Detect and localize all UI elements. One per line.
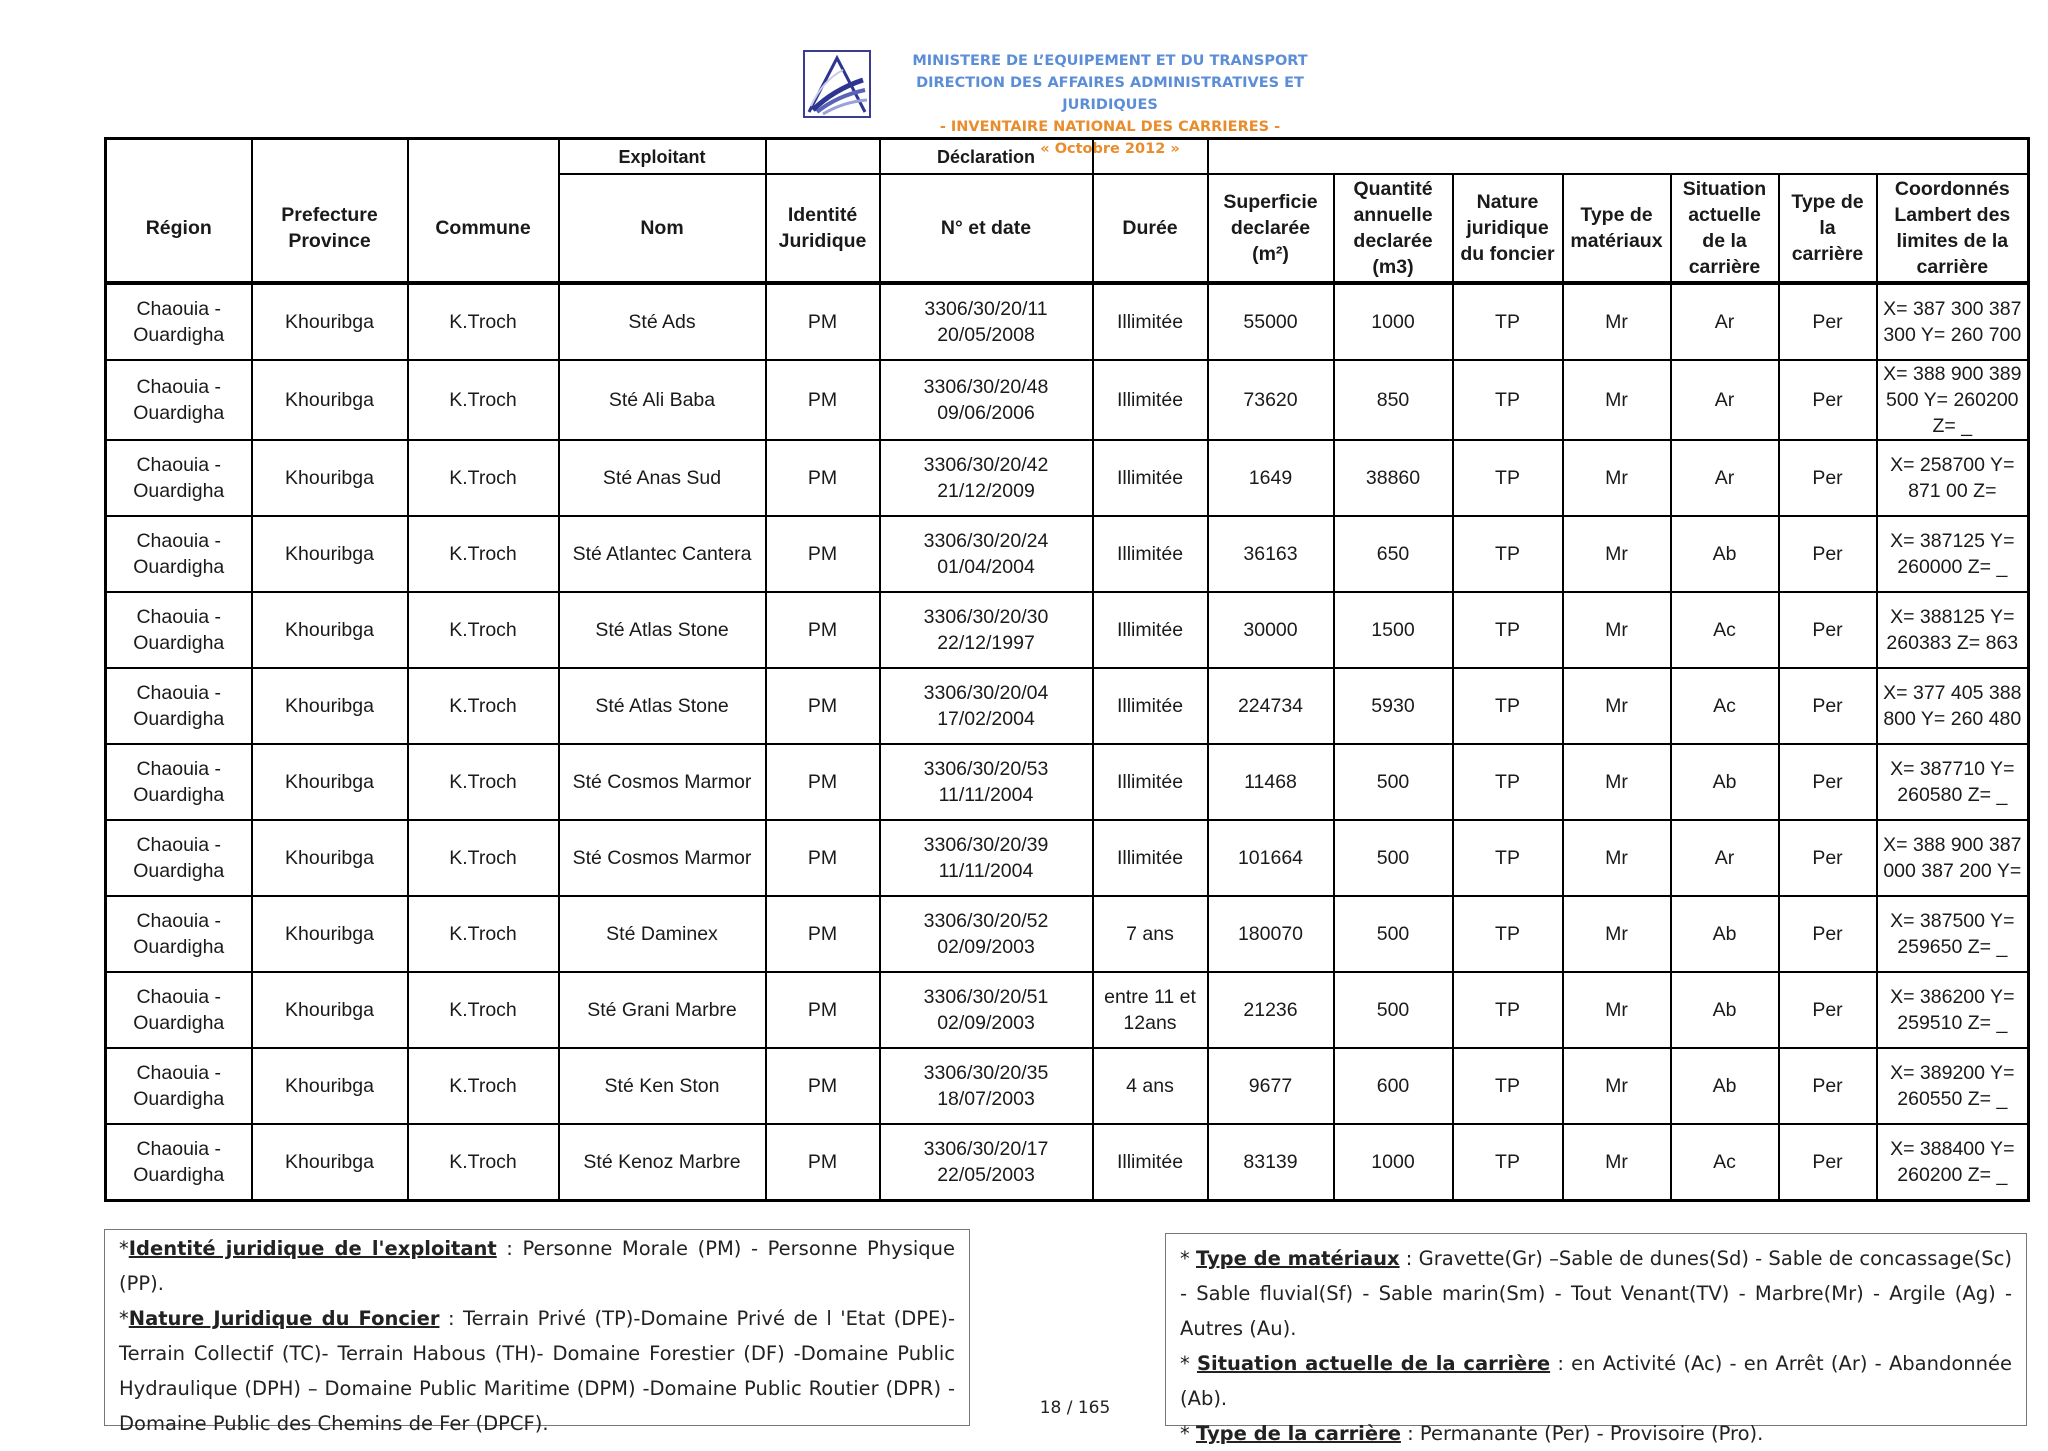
cell-prefecture: Khouribga [252, 744, 408, 820]
cell-region: Chaouia - Ouardigha [106, 1124, 252, 1201]
legend-right [1165, 1233, 2027, 1445]
declaration-number: 3306/30/20/51 [923, 986, 1049, 1008]
cell-prefecture: Khouribga [252, 896, 408, 972]
header-direction: DIRECTION DES AFFAIRES ADMINISTRATIVES ET JURIDIQUES [916, 75, 1304, 113]
legend-materiaux-text: Gravette(Gr) –Sable de dunes(Sd) - Sable de concassage(Sc) - Sable fluvial(Sf) - Sable marin(Sm) - Tout Venant(TV) - Marbre(Mr) - Argile (Ag) - Autres (Au). [1180, 1247, 2013, 1340]
table-row [106, 820, 2029, 896]
cell-nom: Sté Grani Marbre [559, 972, 766, 1048]
col-nature: Nature juridique du foncier [1453, 174, 1563, 283]
legend-situation-text: en Activité (Ac) - en Arrêt (Ar) - Abandonnée (Ab). [1180, 1352, 2012, 1410]
cell-coordonnees: X= 388 900 387 000 387 200 Y= [1877, 820, 2029, 896]
declaration-number: 3306/30/20/39 [923, 834, 1049, 856]
legend-materiaux-title: Type de matériaux [1195, 1247, 1400, 1270]
cell-nom: Sté Ken Ston [559, 1048, 766, 1124]
cell-commune: K.Troch [408, 896, 559, 972]
cell-situation: Ab [1671, 896, 1779, 972]
cell-coordonnees: X= 387500 Y= 259650 Z= _ [1877, 896, 2029, 972]
cell-commune: K.Troch [408, 972, 559, 1048]
cell-duree: 7 ans [1093, 896, 1208, 972]
cell-numero-date [880, 360, 1093, 440]
cell-duree: Illimitée [1093, 283, 1208, 360]
declaration-date: 11/11/2004 [938, 784, 1034, 806]
declaration-number: 3306/30/20/42 [923, 454, 1049, 476]
cell-quantite: 850 [1334, 360, 1453, 440]
cell-prefecture: Khouribga [252, 516, 408, 592]
cell-type-materiaux: Mr [1563, 592, 1671, 668]
declaration-number: 3306/30/20/04 [923, 682, 1049, 704]
cell-commune: K.Troch [408, 360, 559, 440]
declaration-date: 22/12/1997 [937, 632, 1035, 654]
cell-numero-date [880, 972, 1093, 1048]
cell-nom: Sté Anas Sud [559, 440, 766, 516]
cell-numero-date [880, 1124, 1093, 1201]
cell-type-carriere: Per [1779, 1124, 1877, 1201]
cell-superficie: 30000 [1208, 592, 1334, 668]
cell-situation: Ac [1671, 668, 1779, 744]
cell-nom: Sté Kenoz Marbre [559, 1124, 766, 1201]
cell-superficie: 11468 [1208, 744, 1334, 820]
cell-region: Chaouia - Ouardigha [106, 972, 252, 1048]
cell-nature: TP [1453, 1048, 1563, 1124]
cell-type-materiaux: Mr [1563, 516, 1671, 592]
page-number: 18 / 165 [1039, 1398, 1111, 1418]
cell-superficie: 73620 [1208, 360, 1334, 440]
cell-commune: K.Troch [408, 440, 559, 516]
cell-commune: K.Troch [408, 516, 559, 592]
cell-duree: Illimitée [1093, 1124, 1208, 1201]
col-coordonnees: Coordonnés Lambert des limites de la carrière [1877, 174, 2029, 283]
cell-nom: Sté Atlas Stone [559, 668, 766, 744]
legend-type-text: Permanante (Per) - Provisoire (Pro). [1419, 1422, 1764, 1445]
cell-numero-date [880, 516, 1093, 592]
cell-superficie: 9677 [1208, 1048, 1334, 1124]
legend-nature: *Nature Juridique du Foncier : Terrain Privé (TP)-Domaine Privé de l 'Etat (DPE)- Terrain Collectif (TC)- Terrain Habous (TH)- Domaine Forestier (DF) -Domaine Public Hydraulique (DPH) – Domaine Public Maritime (DPM) -Domaine Public Routier (DPR) - Domaine Public des Chemins de Fer (DPCF). [119, 1307, 956, 1435]
cell-superficie: 1649 [1208, 440, 1334, 516]
cell-type-carriere: Per [1779, 668, 1877, 744]
declaration-number: 3306/30/20/52 [923, 910, 1049, 932]
cell-identite: PM [766, 820, 880, 896]
cell-duree: Illimitée [1093, 820, 1208, 896]
cell-coordonnees: X= 386200 Y= 259510 Z= _ [1877, 972, 2029, 1048]
legend-identite: *Identité juridique de l'exploitant : Personne Morale (PM) - Personne Physique (PP). [119, 1237, 956, 1295]
cell-quantite: 1000 [1334, 283, 1453, 360]
declaration-date: 17/02/2004 [937, 708, 1035, 730]
declaration-number: 3306/30/20/53 [923, 758, 1049, 780]
cell-situation: Ar [1671, 360, 1779, 440]
col-numero-date: N° et date [880, 174, 1093, 283]
cell-region: Chaouia - Ouardigha [106, 896, 252, 972]
cell-commune: K.Troch [408, 668, 559, 744]
cell-commune: K.Troch [408, 283, 559, 360]
cell-type-carriere: Per [1779, 744, 1877, 820]
legend-situation-title: Situation actuelle de la carrière [1196, 1352, 1551, 1375]
quarries-table [104, 137, 2030, 1202]
cell-type-carriere: Per [1779, 283, 1877, 360]
cell-quantite: 600 [1334, 1048, 1453, 1124]
cell-numero-date [880, 744, 1093, 820]
table-row [106, 360, 2029, 440]
table-row [106, 440, 2029, 516]
cell-nom: Sté Atlas Stone [559, 592, 766, 668]
table-body [106, 283, 2029, 1201]
col-quantite: Quantité annuelle declarée (m3) [1334, 174, 1453, 283]
cell-duree: entre 11 et 12ans [1093, 972, 1208, 1048]
cell-nature: TP [1453, 283, 1563, 360]
cell-commune: K.Troch [408, 1124, 559, 1201]
cell-identite: PM [766, 516, 880, 592]
cell-region: Chaouia - Ouardigha [106, 820, 252, 896]
cell-situation: Ac [1671, 592, 1779, 668]
cell-numero-date [880, 1048, 1093, 1124]
cell-prefecture: Khouribga [252, 668, 408, 744]
cell-type-materiaux: Mr [1563, 744, 1671, 820]
cell-identite: PM [766, 896, 880, 972]
cell-prefecture: Khouribga [252, 283, 408, 360]
legend-nature-title: Nature Juridique du Foncier [128, 1307, 440, 1330]
cell-identite: PM [766, 668, 880, 744]
cell-identite: PM [766, 360, 880, 440]
cell-type-materiaux: Mr [1563, 1048, 1671, 1124]
table-header-row [106, 174, 2029, 283]
cell-numero-date [880, 440, 1093, 516]
cell-numero-date [880, 896, 1093, 972]
legend-situation: * Situation actuelle de la carrière : en Activité (Ac) - en Arrêt (Ar) - Abandonnée (Ab). [1180, 1352, 2012, 1410]
cell-quantite: 1500 [1334, 592, 1453, 668]
declaration-date: 22/05/2003 [937, 1164, 1035, 1186]
cell-duree: Illimitée [1093, 668, 1208, 744]
declaration-number: 3306/30/20/17 [923, 1138, 1049, 1160]
declaration-date: 11/11/2004 [938, 860, 1034, 882]
declaration-date: 02/09/2003 [937, 1012, 1035, 1034]
cell-region: Chaouia - Ouardigha [106, 592, 252, 668]
cell-duree: Illimitée [1093, 360, 1208, 440]
cell-superficie: 180070 [1208, 896, 1334, 972]
declaration-number: 3306/30/20/11 [924, 298, 1048, 320]
cell-region: Chaouia - Ouardigha [106, 283, 252, 360]
cell-situation: Ar [1671, 440, 1779, 516]
cell-quantite: 500 [1334, 972, 1453, 1048]
col-identite: Identité Juridique [766, 174, 880, 283]
cell-situation: Ar [1671, 820, 1779, 896]
cell-quantite: 500 [1334, 744, 1453, 820]
cell-nature: TP [1453, 592, 1563, 668]
legend-identite-text: Personne Morale (PM) - Personne Physique (PP). [119, 1237, 956, 1295]
cell-prefecture: Khouribga [252, 820, 408, 896]
cell-numero-date [880, 592, 1093, 668]
cell-commune: K.Troch [408, 820, 559, 896]
cell-type-materiaux: Mr [1563, 820, 1671, 896]
col-prefecture: Prefecture Province [252, 174, 408, 283]
col-situation: Situation actuelle de la carrière [1671, 174, 1779, 283]
cell-type-materiaux: Mr [1563, 896, 1671, 972]
cell-quantite: 38860 [1334, 440, 1453, 516]
declaration-number: 3306/30/20/48 [923, 376, 1049, 398]
cell-region: Chaouia - Ouardigha [106, 516, 252, 592]
header-declaration: Déclaration [880, 139, 1093, 175]
cell-nature: TP [1453, 668, 1563, 744]
table-row [106, 283, 2029, 360]
cell-numero-date [880, 820, 1093, 896]
cell-type-materiaux: Mr [1563, 283, 1671, 360]
cell-duree: 4 ans [1093, 1048, 1208, 1124]
cell-prefecture: Khouribga [252, 592, 408, 668]
declaration-number: 3306/30/20/35 [923, 1062, 1049, 1084]
cell-type-carriere: Per [1779, 820, 1877, 896]
cell-coordonnees: X= 388400 Y= 260200 Z= _ [1877, 1124, 2029, 1201]
declaration-date: 21/12/2009 [937, 480, 1035, 502]
cell-nom: Sté Cosmos Marmor [559, 820, 766, 896]
cell-identite: PM [766, 1048, 880, 1124]
cell-type-carriere: Per [1779, 896, 1877, 972]
cell-nature: TP [1453, 440, 1563, 516]
cell-situation: Ab [1671, 516, 1779, 592]
cell-commune: K.Troch [408, 1048, 559, 1124]
col-commune: Commune [408, 174, 559, 283]
cell-type-materiaux: Mr [1563, 1124, 1671, 1201]
cell-nom: Sté Ads [559, 283, 766, 360]
cell-quantite: 650 [1334, 516, 1453, 592]
ministry-logo-icon [803, 50, 871, 118]
cell-quantite: 1000 [1334, 1124, 1453, 1201]
cell-situation: Ac [1671, 1124, 1779, 1201]
cell-identite: PM [766, 1124, 880, 1201]
cell-superficie: 21236 [1208, 972, 1334, 1048]
cell-coordonnees: X= 388125 Y= 260383 Z= 863 [1877, 592, 2029, 668]
cell-superficie: 224734 [1208, 668, 1334, 744]
cell-identite: PM [766, 440, 880, 516]
cell-identite: PM [766, 744, 880, 820]
cell-duree: Illimitée [1093, 592, 1208, 668]
legend-materiaux: * Type de matériaux : Gravette(Gr) –Sable de dunes(Sd) - Sable de concassage(Sc) - Sable fluvial(Sf) - Sable marin(Sm) - Tout Venant(TV) - Marbre(Mr) - Argile (Ag) - Autres (Au). [1180, 1247, 2013, 1340]
cell-nom: Sté Ali Baba [559, 360, 766, 440]
cell-nom: Sté Daminex [559, 896, 766, 972]
table-row [106, 972, 2029, 1048]
cell-type-carriere: Per [1779, 440, 1877, 516]
cell-nature: TP [1453, 744, 1563, 820]
declaration-date: 20/05/2008 [937, 324, 1035, 346]
cell-nature: TP [1453, 516, 1563, 592]
cell-type-carriere: Per [1779, 360, 1877, 440]
cell-region: Chaouia - Ouardigha [106, 360, 252, 440]
cell-region: Chaouia - Ouardigha [106, 1048, 252, 1124]
cell-coordonnees: X= 387 300 387 300 Y= 260 700 [1877, 283, 2029, 360]
cell-duree: Illimitée [1093, 744, 1208, 820]
cell-nature: TP [1453, 820, 1563, 896]
cell-identite: PM [766, 283, 880, 360]
cell-type-carriere: Per [1779, 972, 1877, 1048]
declaration-number: 3306/30/20/24 [923, 530, 1049, 552]
cell-superficie: 83139 [1208, 1124, 1334, 1201]
legend-type-title: Type de la carrière [1195, 1422, 1401, 1445]
col-region: Région [106, 174, 252, 283]
cell-coordonnees: X= 258700 Y= 871 00 Z= [1877, 440, 2029, 516]
cell-numero-date [880, 668, 1093, 744]
col-type-carriere: Type de la carrière [1779, 174, 1877, 283]
cell-situation: Ab [1671, 1048, 1779, 1124]
cell-nature: TP [1453, 360, 1563, 440]
header-inventory: - INVENTAIRE NATIONAL DES CARRIERES - [939, 119, 1281, 135]
cell-situation: Ab [1671, 744, 1779, 820]
cell-prefecture: Khouribga [252, 360, 408, 440]
table-row [106, 1048, 2029, 1124]
cell-superficie: 36163 [1208, 516, 1334, 592]
cell-region: Chaouia - Ouardigha [106, 440, 252, 516]
cell-quantite: 5930 [1334, 668, 1453, 744]
cell-type-carriere: Per [1779, 1048, 1877, 1124]
cell-nature: TP [1453, 1124, 1563, 1201]
cell-superficie: 55000 [1208, 283, 1334, 360]
cell-type-materiaux: Mr [1563, 668, 1671, 744]
header-exploitant: Exploitant [559, 139, 766, 175]
cell-nature: TP [1453, 896, 1563, 972]
cell-coordonnees: X= 387710 Y= 260580 Z= _ [1877, 744, 2029, 820]
cell-situation: Ar [1671, 283, 1779, 360]
header-ministry: MINISTERE DE L’EQUIPEMENT ET DU TRANSPORT [912, 53, 1308, 69]
cell-identite: PM [766, 972, 880, 1048]
cell-nom: Sté Cosmos Marmor [559, 744, 766, 820]
col-type-materiaux: Type de matériaux [1563, 174, 1671, 283]
cell-region: Chaouia - Ouardigha [106, 744, 252, 820]
cell-type-materiaux: Mr [1563, 972, 1671, 1048]
cell-type-materiaux: Mr [1563, 440, 1671, 516]
legend-identite-title: Identité juridique de l'exploitant [128, 1237, 497, 1260]
legend-type: * Type de la carrière : Permanante (Per) - Provisoire (Pro). [1180, 1422, 1764, 1445]
cell-identite: PM [766, 592, 880, 668]
cell-nature: TP [1453, 972, 1563, 1048]
legend-left [104, 1229, 970, 1435]
cell-superficie: 101664 [1208, 820, 1334, 896]
cell-coordonnees: X= 389200 Y= 260550 Z= _ [1877, 1048, 2029, 1124]
declaration-number: 3306/30/20/30 [923, 606, 1049, 628]
cell-region: Chaouia - Ouardigha [106, 668, 252, 744]
table-row [106, 744, 2029, 820]
col-superficie: Superficie declarée (m²) [1208, 174, 1334, 283]
cell-commune: K.Troch [408, 592, 559, 668]
cell-type-materiaux: Mr [1563, 360, 1671, 440]
declaration-date: 18/07/2003 [937, 1088, 1035, 1110]
col-nom: Nom [559, 174, 766, 283]
declaration-date: 02/09/2003 [937, 936, 1035, 958]
cell-quantite: 500 [1334, 896, 1453, 972]
cell-type-carriere: Per [1779, 516, 1877, 592]
table-row [106, 592, 2029, 668]
cell-commune: K.Troch [408, 744, 559, 820]
cell-type-carriere: Per [1779, 592, 1877, 668]
declaration-date: 01/04/2004 [937, 556, 1035, 578]
legend-nature-text: Terrain Privé (TP)-Domaine Privé de l 'Etat (DPE)- Terrain Collectif (TC)- Terrain Habous (TH)- Domaine Forestier (DF) -Domaine Public Hydraulique (DPH) – Domaine Public Maritime (DPM) -Domaine Public Routier (DPR) - Domaine Public des Chemins de Fer (DPCF). [119, 1307, 956, 1435]
cell-duree: Illimitée [1093, 440, 1208, 516]
table-group-header-row [106, 139, 2029, 175]
cell-numero-date [880, 283, 1093, 360]
cell-coordonnees: X= 387125 Y= 260000 Z= _ [1877, 516, 2029, 592]
cell-quantite: 500 [1334, 820, 1453, 896]
col-duree: Durée [1093, 174, 1208, 283]
header-date: « Octobre 2012 » [1040, 141, 1180, 157]
cell-prefecture: Khouribga [252, 1124, 408, 1201]
declaration-date: 09/06/2006 [937, 402, 1035, 424]
cell-nom: Sté Atlantec Cantera [559, 516, 766, 592]
table-row [106, 516, 2029, 592]
cell-coordonnees: X= 377 405 388 800 Y= 260 480 [1877, 668, 2029, 744]
table-row [106, 668, 2029, 744]
cell-duree: Illimitée [1093, 516, 1208, 592]
cell-prefecture: Khouribga [252, 440, 408, 516]
table-row [106, 1124, 2029, 1201]
table-row [106, 896, 2029, 972]
cell-prefecture: Khouribga [252, 972, 408, 1048]
cell-situation: Ab [1671, 972, 1779, 1048]
cell-prefecture: Khouribga [252, 1048, 408, 1124]
cell-coordonnees: X= 388 900 389 500 Y= 260200 Z= _ [1877, 360, 2029, 440]
